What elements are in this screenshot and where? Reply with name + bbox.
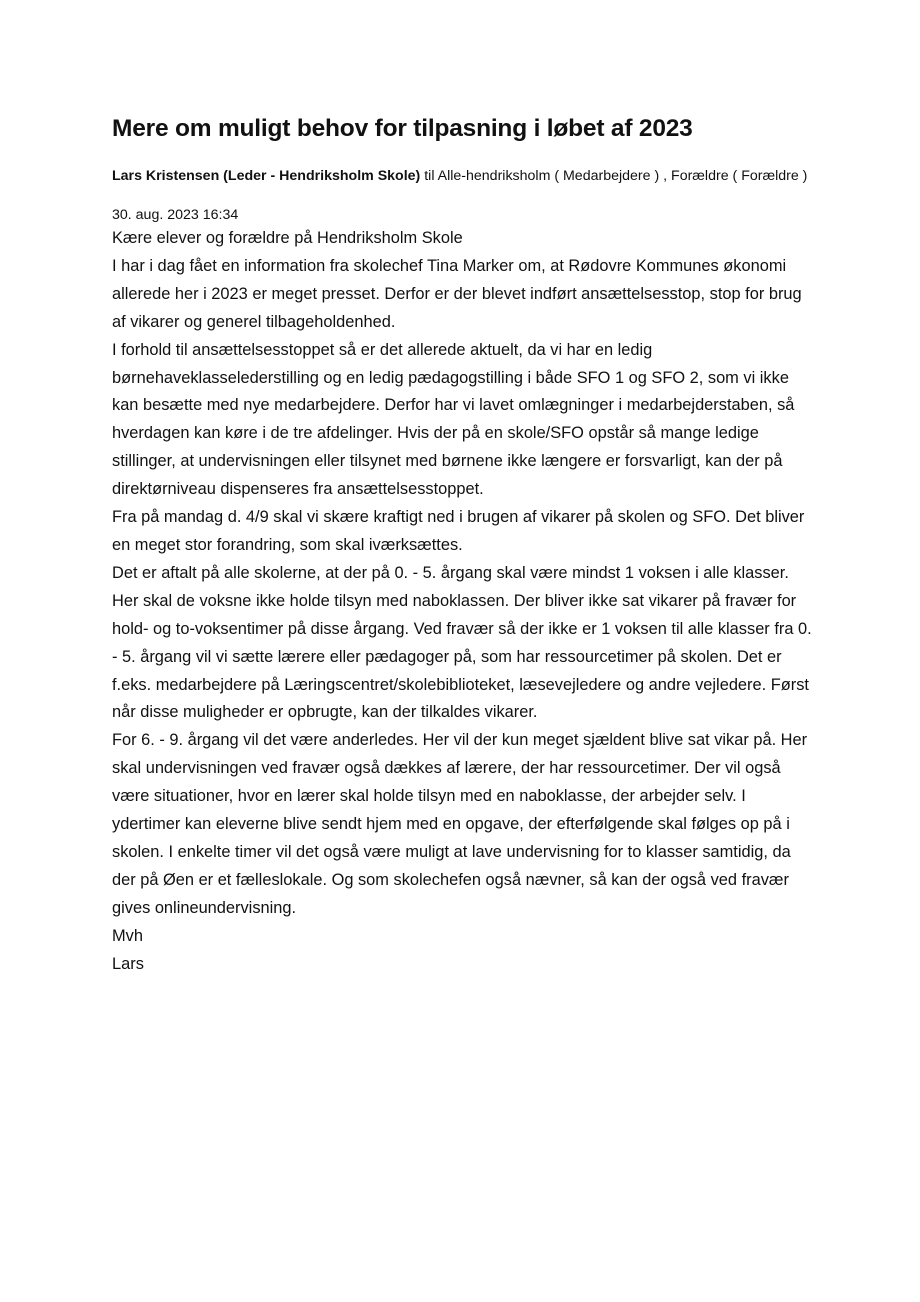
- closing: Mvh: [112, 926, 143, 945]
- body-paragraph-3: Fra på mandag d. 4/9 skal vi skære kraftigt ned i brugen af vikarer på skolen og SFO. Det bliver en meget stor forandring, som skal iværksættes.: [112, 508, 805, 554]
- signature: Lars: [112, 954, 144, 973]
- message-header: [112, 166, 812, 186]
- body-paragraph-4: Det er aftalt på alle skolerne, at der på 0. - 5. årgang skal være mindst 1 voksen i alle klasser. Her skal de voksne ikke holde tilsyn med naboklassen. Der bliver ikke sat vikarer på fravær for hold- og to-voksentimer på disse årgang. Ved fravær så der ikke er 1 voksen til alle klasser fra 0. - 5. årgang vil vi sætte lærere eller pædagoger på, som har ressourcetimer på skolen. Det er f.eks. medarbejdere på Læringscentret/skolebiblioteket, læsevejledere og andre vejledere. Først når disse muligheder er opbrugte, kan der tilkaldes vikarer.: [112, 563, 812, 722]
- sender-name: Lars Kristensen (Leder - Hendriksholm Skole): [112, 168, 421, 184]
- message-body: [112, 225, 812, 978]
- message-page: [112, 112, 812, 978]
- greeting: Kære elever og forældre på Hendriksholm Skole: [112, 229, 463, 247]
- body-paragraph-5: For 6. - 9. årgang vil det være anderledes. Her vil der kun meget sjældent blive sat vikar på. Her skal undervisningen ved fravær også dækkes af lærere, der har ressourcetimer. Der vil også være situationer, hvor en lærer skal holde tilsyn med en naboklasse, der arbejder selv. I ydertimer kan eleverne blive sendt hjem med en opgave, der efterfølgende skal følges op på i skolen. I enkelte timer vil det også være muligt at lave undervisning for to klasser samtidig, da der på Øen er et fælleslokale. Og som skolechefen også nævner, så kan der også ved fravær gives onlineundervisning.: [112, 731, 808, 917]
- body-paragraph-2: I forhold til ansættelsesstoppet så er det allerede aktuelt, da vi har en ledig børnehaveklasselederstilling og en ledig pædagogstilling i både SFO 1 og SFO 2, som vi ikke kan besætte med nye medarbejdere. Derfor har vi lavet omlægninger i medarbejderstaben, så hverdagen kan køre i de tre afdelinger. Hvis der på en skole/SFO opstår så mange ledige stillinger, at undervisningen eller tilsynet med børnene ikke længere er forsvarligt, kan der på direktørniveau dispenseres fra ansættelsesstoppet.: [112, 340, 795, 499]
- body-paragraph-1: I har i dag fået en information fra skolechef Tina Marker om, at Rødovre Kommunes økonomi allerede her i 2023 er meget presset. Derfor er der blevet indført ansættelsesstop, stop for brug af vikarer og generel tilbageholdenhed.: [112, 256, 802, 331]
- message-date: 30. aug. 2023 16:34: [112, 207, 239, 223]
- message-title: Mere om muligt behov for tilpasning i løbet af 2023: [112, 115, 693, 142]
- recipients: til Alle-hendriksholm ( Medarbejdere ) , Forældre ( Forældre ): [420, 168, 808, 184]
